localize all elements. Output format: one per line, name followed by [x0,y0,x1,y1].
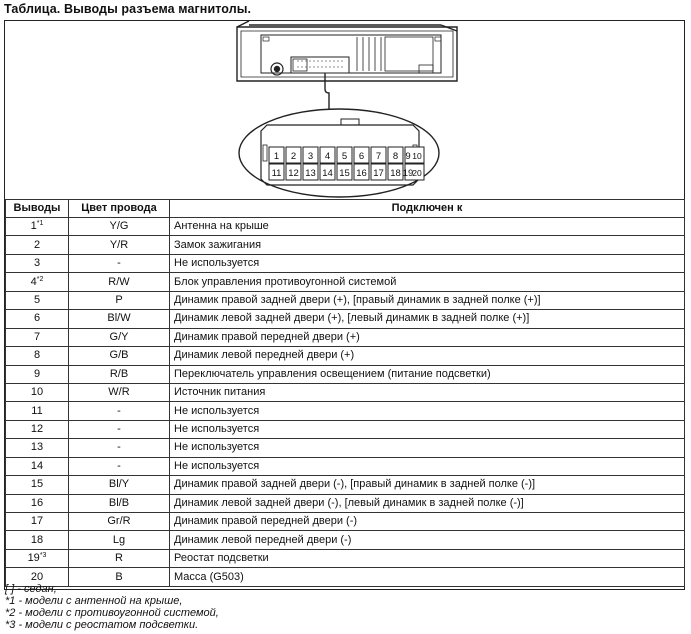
leader-line [325,73,329,109]
table-row [6,494,685,512]
pin-number: 16 [30,496,44,509]
pin-number-cell [6,365,69,383]
wire-color-cell: - [69,254,170,272]
pin-number: 11 [31,404,43,417]
pin-16-label: 16 [356,168,367,179]
pin-13-label: 13 [305,168,316,179]
table-row [6,513,685,531]
radio-unit [237,21,457,81]
connected-to-cell: Масса (G503) [170,568,685,586]
table-row [6,383,685,401]
pin-number-cell [6,328,69,346]
pin-1-label: 1 [273,151,280,162]
connected-to-cell: Источник питания [170,383,685,401]
wire-color-cell: B [69,568,170,586]
pin-10-label: 10 [412,151,422,161]
pin-number: 7 [33,330,41,343]
wire-color-cell: P [69,291,170,309]
footnote-2: *2 - модели с противоугонной системой, [5,607,219,619]
connected-to-cell: Динамик левой передней двери (+) [170,347,685,365]
pin-number-cell [6,531,69,549]
pin-number: 12 [30,423,44,436]
table-row [6,439,685,457]
table-row [6,328,685,346]
wire-color-cell: R [69,549,170,567]
table-header-row [6,200,685,218]
pin-number: 6 [33,312,41,325]
pin-number: 4 [30,275,37,288]
wire-color-cell: Bl/Y [69,476,170,494]
pin-footnote-mark: *2 [36,275,44,283]
connected-to-cell: Блок управления противоугонной системой [170,273,685,291]
wire-color-cell: - [69,457,170,475]
connected-to-cell: Реостат подсветки [170,549,685,567]
pin-number-cell [6,494,69,512]
pin-number-cell [6,218,69,236]
header-pins: Выводы [6,200,69,218]
table-row [6,531,685,549]
wire-color-cell: - [69,439,170,457]
connected-to-cell: Динамик левой задней двери (+), [левый динамик в задней полке (+)] [170,310,685,328]
pin-number-cell [6,457,69,475]
pin-7-label: 7 [375,151,382,162]
table-row [6,420,685,438]
pin-number-cell [6,254,69,272]
pin-12-label: 12 [288,168,299,179]
table-row [6,402,685,420]
pin-4-label: 4 [324,151,331,162]
pin-number: 2 [33,238,41,251]
table-frame [4,20,685,590]
connected-to-cell: Не используется [170,402,685,420]
wire-color-cell: Y/G [69,218,170,236]
connected-to-cell: Не используется [170,457,685,475]
pin-18-label: 18 [390,168,401,179]
pin-17-label: 17 [373,168,384,179]
footnote-sedan: [ ] - седан, [5,583,57,595]
pin-number: 1 [30,220,37,233]
wire-color-cell: G/B [69,347,170,365]
connected-to-cell: Динамик левой задней двери (-), [левый динамик в задней полке (-)] [170,494,685,512]
pin-number: 3 [33,257,41,270]
footnote-1: *1 - модели с антенной на крыше, [5,595,183,607]
pin-number: 17 [30,515,44,528]
connected-to-cell: Не используется [170,439,685,457]
page-title: Таблица. Выводы разъема магнитолы. [4,2,252,16]
table-row [6,365,685,383]
pin-number: 18 [30,533,44,546]
wire-color-cell: Bl/B [69,494,170,512]
pin-number-cell [6,383,69,401]
connected-to-cell: Переключатель управления освещением (питание подсветки) [170,365,685,383]
pin-number: 9 [33,367,41,380]
pin-20-label: 20 [412,168,422,178]
pin-5-label: 5 [341,151,348,162]
wire-color-cell: Bl/W [69,310,170,328]
pin-number-cell [6,439,69,457]
pin-number: 10 [30,386,44,399]
table-row [6,218,685,236]
connected-to-cell: Не используется [170,254,685,272]
table-row [6,347,685,365]
connected-to-cell: Динамик правой задней двери (+), [правый динамик в задней полке (+)] [170,291,685,309]
connected-to-cell: Динамик правой задней двери (-), [правый динамик в задней полке (-)] [170,476,685,494]
pin-number-cell [6,273,69,291]
table-row [6,273,685,291]
pin-number-cell [6,476,69,494]
connected-to-cell: Не используется [170,420,685,438]
connector-diagram [5,21,684,199]
pin-number-cell [6,310,69,328]
pin-6-label: 6 [358,151,365,162]
footnotes [5,583,219,631]
pin-number: 19 [27,552,40,565]
pin-number: 8 [33,349,41,362]
pin-3-label: 3 [307,151,314,162]
pin-footnote-mark: *1 [36,220,44,228]
pin-9-label: 9 [405,151,411,162]
pin-15-label: 15 [339,168,350,179]
table-row [6,476,685,494]
wire-color-cell: R/B [69,365,170,383]
table-row [6,457,685,475]
pin-number-cell [6,549,69,567]
wire-color-cell: Lg [69,531,170,549]
pin-19-label: 19 [402,168,414,179]
pin-number: 13 [30,441,44,454]
wire-color-cell: Y/R [69,236,170,254]
footnote-3: *3 - модели с реостатом подсветки. [5,619,199,631]
pin-number: 20 [30,570,44,583]
pin-14-label: 14 [322,168,333,179]
pin-11-label: 11 [271,168,282,179]
connected-to-cell: Замок зажигания [170,236,685,254]
wire-color-cell: Gr/R [69,513,170,531]
wire-color-cell: - [69,402,170,420]
pin-number-cell [6,236,69,254]
pin-number-cell [6,420,69,438]
connected-to-cell: Динамик левой передней двери (-) [170,531,685,549]
wire-color-cell: W/R [69,383,170,401]
connected-to-cell: Динамик правой передней двери (+) [170,328,685,346]
header-connected-to: Подключен к [170,200,685,218]
table-row [6,310,685,328]
pin-number: 15 [30,478,44,491]
table-row [6,291,685,309]
pin-number-cell [6,402,69,420]
table-row [6,236,685,254]
pin-8-label: 8 [392,151,399,162]
pin-number: 14 [30,459,44,472]
connected-to-cell: Динамик правой передней двери (-) [170,513,685,531]
table-row [6,549,685,567]
pin-footnote-mark: *3 [39,552,47,560]
pin-number-cell [6,347,69,365]
connected-to-cell: Антенна на крыше [170,218,685,236]
pin-number-cell [6,291,69,309]
pin-number: 5 [33,293,41,306]
wire-color-cell: G/Y [69,328,170,346]
pinout-table [5,199,685,587]
pin-number-cell [6,513,69,531]
table-row [6,254,685,272]
wire-color-cell: - [69,420,170,438]
header-wire-color: Цвет провода [69,200,170,218]
wire-color-cell: R/W [69,273,170,291]
radio-connector-illustration [5,21,684,199]
pin-2-label: 2 [290,151,297,162]
